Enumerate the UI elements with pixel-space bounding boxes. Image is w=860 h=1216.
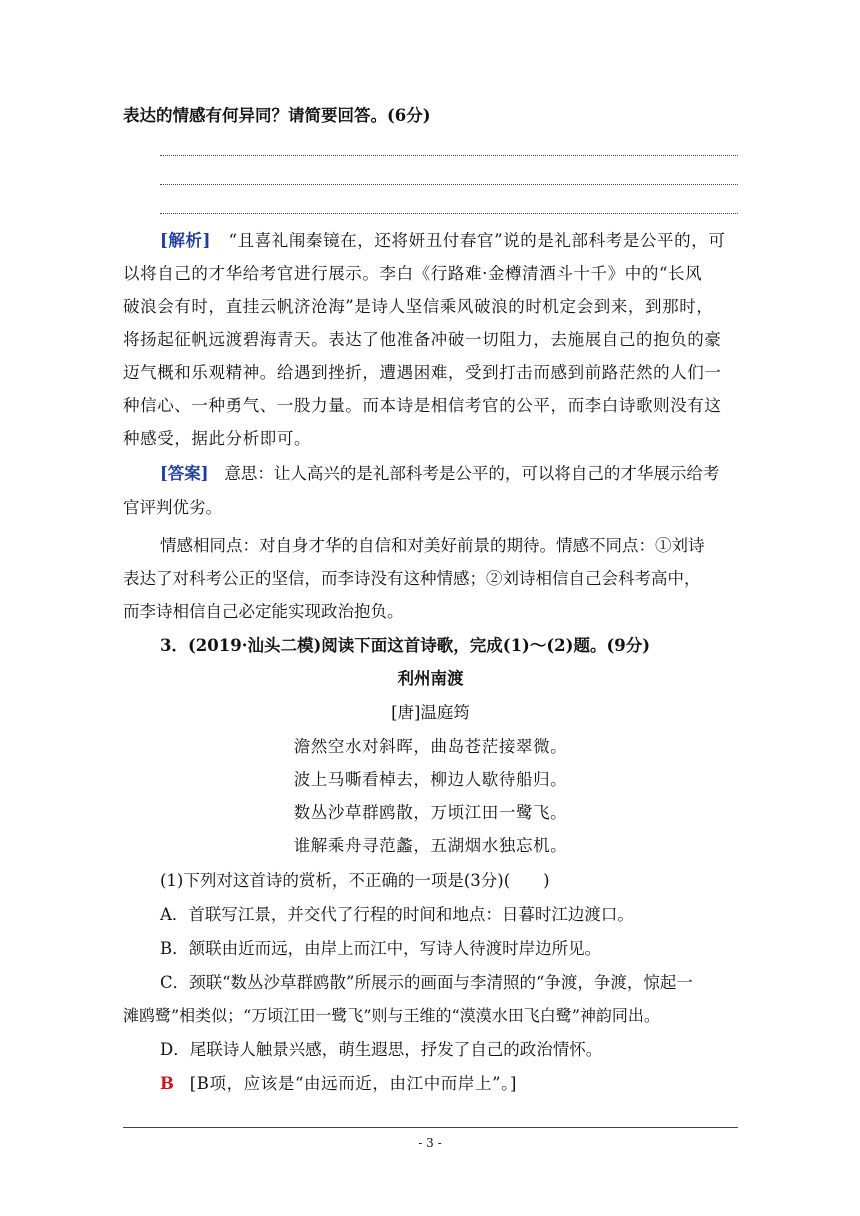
poem-line-3: 数丛沙草群鸥散，万顷江田一鹭飞。 xyxy=(293,803,568,822)
option-b: B．颔联由近而远，由岸上而江中，写诗人待渡时岸边所见。 xyxy=(160,939,602,958)
footer-rule xyxy=(123,1127,738,1128)
poem-author: [唐]温庭筠 xyxy=(391,703,470,722)
poem-line-4: 谁解乘舟寻范蠡，五湖烟水独忘机。 xyxy=(293,836,568,855)
option-c-line-2: 滩鸥鹭”相类似；“万顷江田一鹭飞”则与王维的“漠漠水田飞白鹭”神韵同出。 xyxy=(123,1006,660,1025)
analysis-line-4: 将扬起征帆远渡碧海青天。表达了他准备冲破一切阻力，去施展自己的抱负的豪 xyxy=(123,330,722,349)
answer-line-4: 表达了对科考公正的坚信，而李诗没有这种情感；②刘诗相信自己会科考高中， xyxy=(123,569,701,588)
option-d: D．尾联诗人触景兴感，萌生遐思，抒发了自己的政治情怀。 xyxy=(160,1040,603,1059)
analysis-line-5: 迈气概和乐观精神。给遇到挫折，遭遇困难，受到打击而感到前路茫然的人们一 xyxy=(123,363,722,382)
analysis-line-3: 破浪会有时，直挂云帆济沧海”是诗人坚信乘风破浪的时机定会到来，到那时， xyxy=(123,297,714,316)
answer-line-1: [答案] 意思：让人高兴的是礼部科考是公平的，可以将自己的才华展示给考 xyxy=(160,464,720,483)
option-c-line-1: C．颈联“数丛沙草群鸥散”所展示的画面与李清照的“争渡，争渡，惊起一 xyxy=(160,973,693,992)
answer-key-line xyxy=(160,1072,738,1096)
poem-line-2: 波上马嘶看棹去，柳边人歇待船归。 xyxy=(293,770,568,789)
answer-blank-line-2 xyxy=(160,184,738,185)
sub-question-1: (1)下列对这首诗的赏析，不正确的一项是(3分)( ) xyxy=(160,871,550,890)
poem-line-1: 澹然空水对斜晖，曲岛苍茫接翠微。 xyxy=(293,737,568,756)
option-a: A．首联写江景，并交代了行程的时间和地点：日暮时江边渡口。 xyxy=(160,905,634,924)
answer-blank-line-3 xyxy=(160,213,738,214)
analysis-line-6: 种信心、一种勇气、一股力量。而本诗是相信考官的公平，而李白诗歌则没有这 xyxy=(123,396,722,415)
answer-line-2: 官评判优劣。 xyxy=(123,498,222,517)
answer-key-letter: B xyxy=(160,1074,174,1093)
answer-line-3: 情感相同点：对自身才华的自信和对美好前景的期待。情感不同点：①刘诗 xyxy=(160,536,705,555)
answer-line-5: 而李诗相信自己必定能实现政治抱负。 xyxy=(123,602,404,621)
analysis-tag: [解析] xyxy=(160,231,212,250)
answer-key-explanation: [B项，应该是“由远而近，由江中而岸上”。] xyxy=(189,1074,518,1093)
analysis-line-2: 以将自己的才华给考官进行展示。李白《行路难·金樽清酒斗十千》中的“长风 xyxy=(123,264,703,283)
question-prompt-end: 表达的情感有何异同？请简要回答。(6分) xyxy=(123,106,431,125)
question-3-stem: 3．(2019·汕头二模)阅读下面这首诗歌，完成(1)～(2)题。(9分) xyxy=(160,636,651,655)
page-number: - 3 - xyxy=(418,1136,442,1150)
analysis-line-1: [解析] “且喜礼闱秦镜在，还将妍丑付春官”说的是礼部科考是公平的，可 xyxy=(160,231,726,250)
answer-blank-line-1 xyxy=(160,155,738,156)
analysis-line-7: 种感受，据此分析即可。 xyxy=(123,429,312,448)
answer-tag: [答案] xyxy=(160,464,209,483)
poem-title: 利州南渡 xyxy=(397,669,464,688)
